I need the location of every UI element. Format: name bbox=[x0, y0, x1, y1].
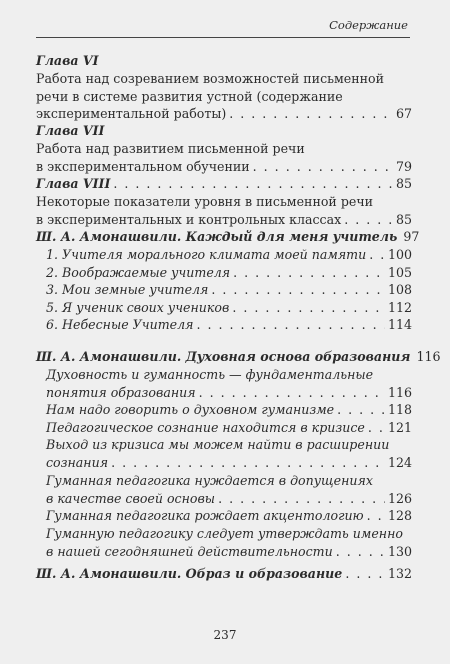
dot-leader bbox=[367, 507, 385, 525]
dot-leader bbox=[368, 419, 385, 437]
toc-entry bbox=[46, 246, 412, 264]
toc-entry bbox=[36, 565, 412, 583]
entry-title: в экспериментальных и контрольных классах bbox=[36, 211, 342, 227]
entry-title: Педагогическое сознание находится в кризисе bbox=[46, 420, 365, 435]
section-title: Ш. А. Амонашвили. Каждый для меня учитель bbox=[36, 229, 398, 244]
page-ref: 130 bbox=[387, 543, 412, 559]
toc-entry bbox=[46, 316, 412, 334]
toc-entry bbox=[36, 140, 412, 175]
dot-leader bbox=[336, 543, 385, 561]
entry-title: сознания bbox=[46, 454, 109, 470]
page-ref: 67 bbox=[395, 106, 412, 121]
toc-entry bbox=[46, 419, 412, 437]
dot-leader bbox=[211, 281, 385, 299]
toc-entry bbox=[46, 472, 412, 507]
entry-title: 5. Я ученик своих учеников bbox=[46, 300, 230, 315]
entry-title: Гуманная педагогика нуждается в допущениях bbox=[46, 473, 373, 488]
page-ref: 121 bbox=[387, 420, 412, 435]
toc-entry bbox=[36, 193, 412, 228]
dot-leader bbox=[345, 565, 385, 583]
entry-title: Гуманную педагогику следует утверждать именно bbox=[46, 526, 403, 541]
dot-leader bbox=[369, 246, 385, 264]
page-ref: 105 bbox=[387, 265, 412, 280]
toc-entry bbox=[46, 299, 412, 317]
dot-leader bbox=[253, 158, 393, 176]
page-ref: 97 bbox=[403, 229, 420, 244]
entry-title: Духовность и гуманность — фундаментальные bbox=[46, 367, 374, 382]
toc-entry bbox=[36, 52, 412, 70]
page-ref: 132 bbox=[387, 566, 412, 581]
section-title: Ш. А. Амонашвили. Образ и образование bbox=[36, 566, 343, 581]
toc-entry bbox=[36, 122, 412, 140]
toc-entry bbox=[46, 436, 412, 471]
entry-title: 1. Учителя морального климата моей памяти bbox=[46, 247, 367, 262]
page-ref: 114 bbox=[387, 317, 412, 332]
entry-title: Работа над развитием письменной речи bbox=[36, 141, 305, 156]
entry-title: в нашей сегодняшней действительности bbox=[46, 543, 333, 559]
section-title: Ш. А. Амонашвили. Духовная основа образования bbox=[36, 349, 411, 364]
entry-title: Выход из кризиса мы можем найти в расширении bbox=[46, 437, 390, 452]
dot-leader bbox=[218, 490, 385, 508]
toc-entry bbox=[46, 507, 412, 525]
toc-entry bbox=[36, 70, 412, 123]
entry-title: Работа над созреванием возможностей письменной bbox=[36, 71, 385, 86]
dot-leader bbox=[199, 384, 385, 402]
toc-entry bbox=[36, 228, 420, 246]
page-ref: 85 bbox=[395, 211, 412, 227]
entry-title: Гуманная педагогика рождает акцентологию bbox=[46, 508, 364, 523]
toc-entry bbox=[46, 366, 412, 401]
dot-leader bbox=[229, 105, 393, 123]
page-ref: 100 bbox=[387, 247, 412, 262]
page-ref: 118 bbox=[387, 402, 412, 417]
page-ref: 128 bbox=[387, 508, 412, 523]
entry-title: 6. Небесные Учителя bbox=[46, 317, 194, 332]
dot-leader bbox=[337, 401, 385, 419]
chapter-heading: Глава VII bbox=[36, 123, 105, 138]
page-ref: 126 bbox=[387, 490, 412, 506]
toc-entry bbox=[46, 401, 412, 419]
entry-title: понятия образования bbox=[46, 384, 196, 400]
entry-title: 2. Воображаемые учителя bbox=[46, 265, 231, 280]
toc-entry bbox=[46, 264, 412, 282]
chapter-heading: Глава VIII bbox=[36, 176, 111, 191]
page-ref: 108 bbox=[387, 282, 412, 297]
page-ref: 112 bbox=[387, 300, 412, 315]
header-rule bbox=[36, 37, 410, 38]
entry-title: Нам надо говорить о духовном гуманизме bbox=[46, 402, 335, 417]
toc-entry bbox=[36, 348, 441, 366]
toc-entry bbox=[36, 175, 412, 193]
chapter-heading: Глава VI bbox=[36, 53, 99, 68]
running-header: Содержание bbox=[329, 18, 408, 32]
page-ref: 116 bbox=[416, 349, 441, 364]
entry-title: в качестве своей основы bbox=[46, 490, 216, 506]
page-ref: 124 bbox=[387, 454, 412, 470]
dot-leader bbox=[113, 175, 393, 193]
dot-leader bbox=[111, 454, 385, 472]
page-ref: 116 bbox=[387, 384, 412, 400]
dot-leader bbox=[233, 264, 385, 282]
entry-title: Некоторые показатели уровня в письменной речи bbox=[36, 194, 374, 209]
entry-title: речи в системе развития устной (содержание bbox=[36, 88, 343, 104]
toc-entry bbox=[46, 281, 412, 299]
page-ref: 79 bbox=[395, 158, 412, 174]
page-number: 237 bbox=[213, 628, 237, 642]
dot-leader bbox=[196, 316, 384, 334]
entry-title: 3. Мои земные учителя bbox=[46, 282, 209, 297]
entry-title: в экспериментальном обучении bbox=[36, 158, 250, 174]
dot-leader bbox=[232, 299, 385, 317]
toc-entry bbox=[46, 525, 412, 560]
dot-leader bbox=[344, 211, 393, 229]
entry-title: экспериментальной работы) bbox=[36, 106, 227, 121]
page-ref: 85 bbox=[395, 176, 412, 191]
